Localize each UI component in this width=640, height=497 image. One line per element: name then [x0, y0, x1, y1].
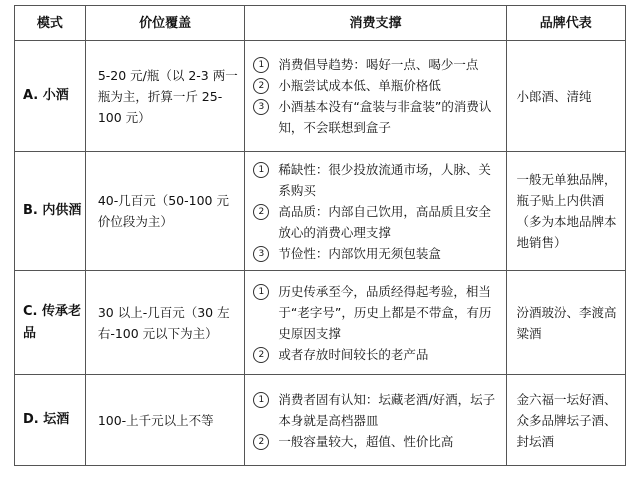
table-header-row: [15, 6, 626, 41]
brand-cell: 一般无单独品牌，瓶子贴上内供酒（多为本地品牌本地销售）: [506, 152, 625, 271]
circled-number-icon: 1: [253, 57, 269, 73]
consume-item: [253, 389, 499, 431]
consume-item-text: 消费倡导趋势：喝好一点、喝少一点: [278, 57, 479, 72]
consume-item-text: 稀缺性：很少投放流通市场，人脉、关系购买: [278, 161, 491, 198]
consume-item-text: 节俭性：内部饮用无须包装盒: [278, 245, 441, 261]
consume-item-text: 小酒基本没有“盒装与非盒装”的消费认知，不会联想到盒子: [278, 99, 492, 135]
consume-item-text: 消费者固有认知：坛藏老酒/好酒，坛子本身就是高档器皿: [278, 391, 496, 428]
circled-number-icon: 2: [253, 78, 269, 94]
circled-number-icon: 3: [253, 246, 269, 262]
consume-item: [253, 281, 499, 344]
mode-cell: [15, 152, 86, 271]
circled-number-icon: 1: [253, 284, 269, 300]
comparison-table-container: [14, 5, 626, 466]
consume-item: [253, 54, 499, 75]
mode-label: C. 传承老品: [23, 303, 82, 341]
consume-cell: [245, 152, 506, 271]
mode-cell: [15, 375, 86, 466]
brand-cell: 汾酒玻汾、李渡高粱酒: [506, 271, 625, 375]
circled-number-icon: 2: [253, 204, 269, 220]
table-row: [15, 271, 626, 375]
consume-item: [253, 243, 499, 264]
price-cell: 40-几百元（50-100 元价位段为主）: [85, 152, 245, 271]
mode-label: A. 小酒: [23, 88, 69, 103]
header-mode: 模式: [15, 6, 86, 41]
consume-item: [253, 431, 499, 452]
brand-cell: 小郎酒、清纯: [506, 41, 625, 152]
header-consume: 消费支撑: [245, 6, 506, 41]
price-cell: 30 以上-几百元（30 左右-100 元以下为主）: [85, 271, 245, 375]
consume-item-text: 高品质：内部自己饮用，高品质且安全放心的消费心理支撑: [278, 203, 491, 240]
consume-item: [253, 75, 499, 96]
consume-cell: [245, 271, 506, 375]
mode-label: B. 内供酒: [23, 203, 82, 218]
circled-number-icon: 3: [253, 99, 269, 115]
mode-label: D. 坛酒: [23, 412, 70, 427]
brand-cell: 金六福一坛好酒、众多品牌坛子酒、封坛酒: [506, 375, 625, 466]
table-row: [15, 152, 626, 271]
consume-item-text: 小瓶尝试成本低、单瓶价格低: [278, 78, 441, 93]
header-brand: 品牌代表: [506, 6, 625, 41]
price-cell: 100-上千元以上不等: [85, 375, 245, 466]
consume-item: [253, 344, 499, 365]
consume-item: [253, 201, 499, 243]
consume-item-text: 一般容量较大，超值、性价比高: [278, 433, 454, 449]
consume-cell: [245, 41, 506, 152]
mode-cell: [15, 271, 86, 375]
table-row: [15, 375, 626, 466]
price-cell: 5-20 元/瓶（以 2-3 两一瓶为主，折算一斤 25-100 元）: [85, 41, 245, 152]
comparison-table: [14, 5, 626, 466]
mode-cell: [15, 41, 86, 152]
circled-number-icon: 1: [253, 392, 269, 408]
consume-item-text: 或者存放时间较长的老产品: [278, 346, 429, 362]
consume-item: [253, 96, 499, 138]
circled-number-icon: 2: [253, 347, 269, 363]
consume-item-text: 历史传承至今，品质经得起考验，相当于“老字号”，历史上都是不带盒，有历史原因支撑: [278, 283, 492, 341]
consume-cell: [245, 375, 506, 466]
consume-item: [253, 159, 499, 201]
circled-number-icon: 2: [253, 434, 269, 450]
header-price: 价位覆盖: [85, 6, 245, 41]
circled-number-icon: 1: [253, 162, 269, 178]
table-row: [15, 41, 626, 152]
